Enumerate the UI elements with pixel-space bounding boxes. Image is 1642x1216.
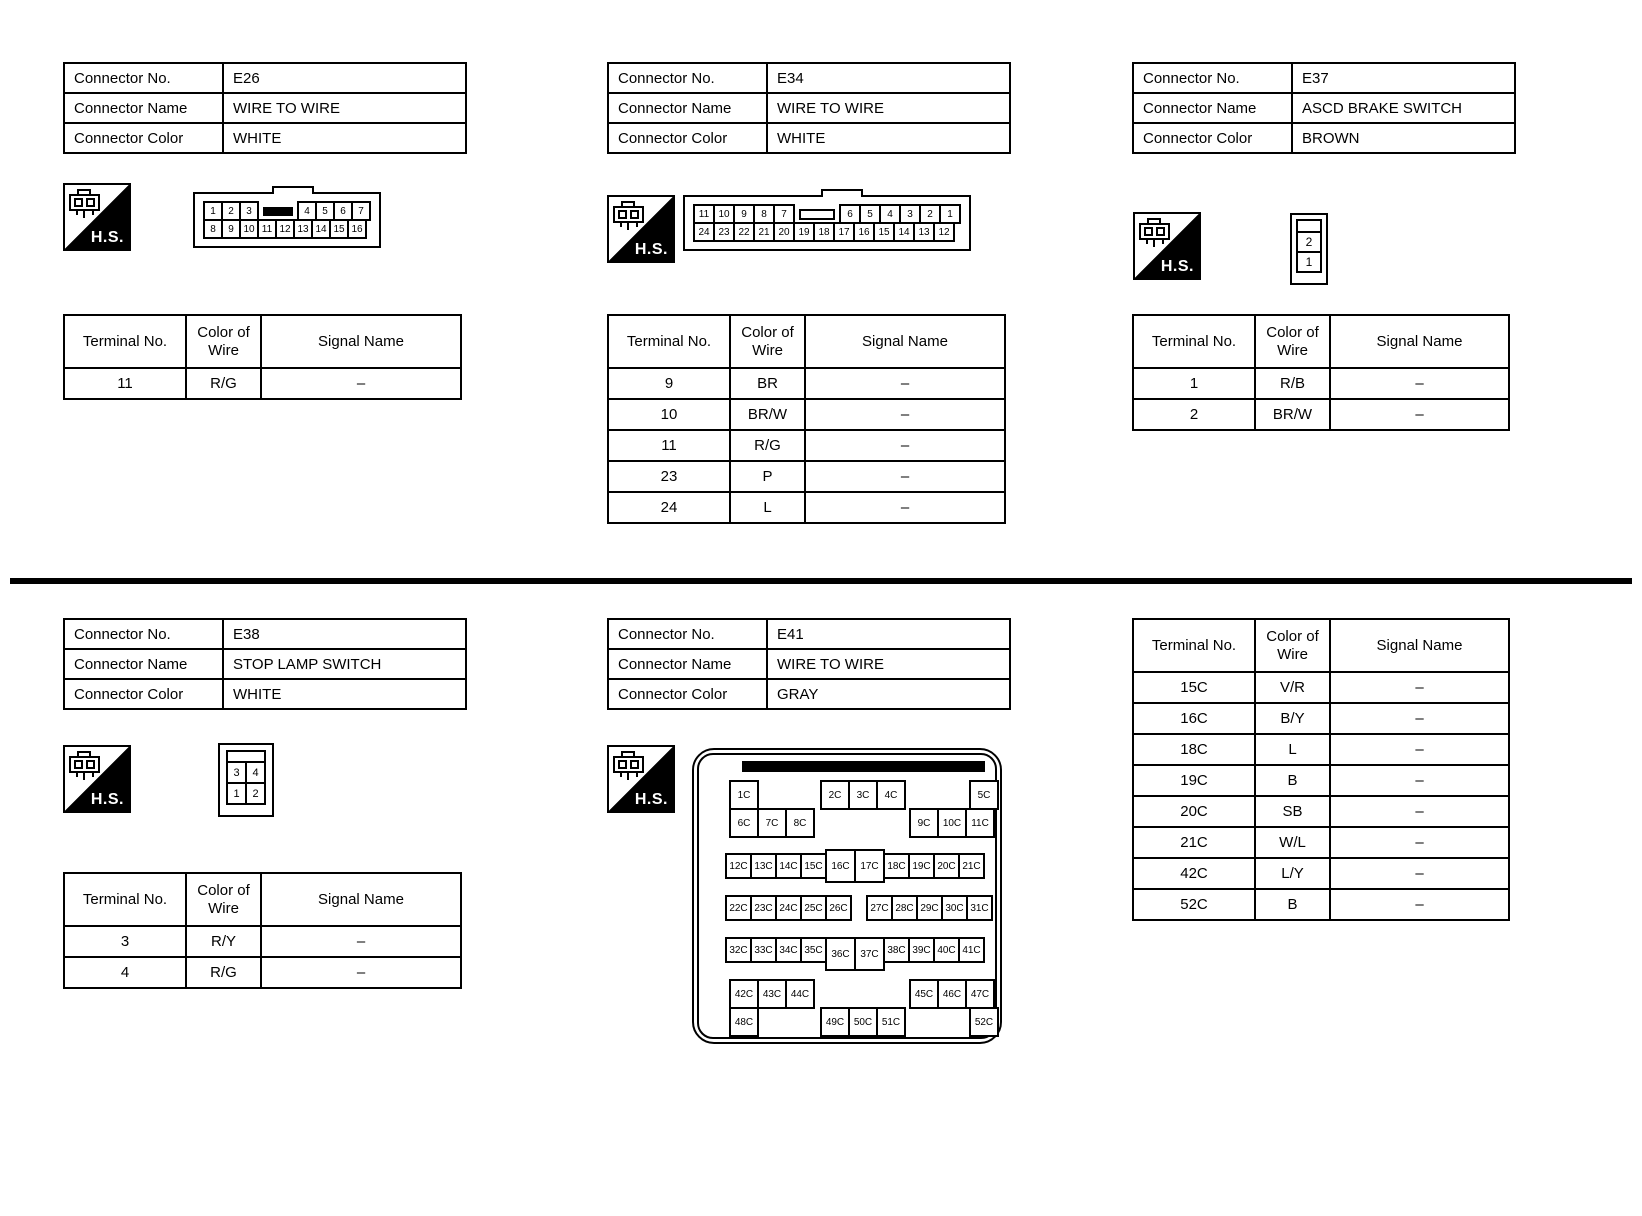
pin-cell: 9 [733,204,755,224]
table-row [608,492,1005,523]
pin-cell: 38C [883,937,910,963]
table-row [64,649,466,679]
pin-cell: 17C [854,849,885,883]
terminal-no: 42C [1133,858,1255,889]
pin-cell: 19 [793,222,815,242]
wire-color: P [730,461,805,492]
hs-label: H.S. [634,791,668,808]
pin-diagram-e37 [1290,213,1328,285]
table-row [64,619,466,649]
signal-name-header: Signal Name [1330,619,1509,672]
connector-no-label: Connector No. [608,63,767,93]
table-header-row [1133,619,1509,672]
connector-color-value: WHITE [223,123,466,153]
keyway-slot [799,209,835,220]
pin-cell: 14 [893,222,915,242]
pin-cell: 2 [919,204,941,224]
connector-no-value: E37 [1292,63,1515,93]
pin-cell: 18C [883,853,910,879]
connector-name-label: Connector Name [1133,93,1292,123]
wire-color: BR/W [1255,399,1330,430]
pin-row [693,222,961,242]
pin-cell: 4 [879,204,901,224]
pin-cell: 10C [937,808,967,838]
connector-color-label: Connector Color [608,123,767,153]
pin-cell: 19C [908,853,935,879]
terminal-table-e37 [1132,314,1510,431]
hs-label: H.S. [1160,258,1194,275]
pin-cell: 48C [729,1007,759,1037]
pin-cell: 3 [226,761,247,784]
pin-cell: 1 [939,204,961,224]
terminal-no: 18C [1133,734,1255,765]
wire-color: R/G [186,368,261,399]
pin-cell: 16 [347,219,367,239]
wire-color: W/L [1255,827,1330,858]
connector-name-value: WIRE TO WIRE [767,649,1010,679]
terminal-no-header: Terminal No. [64,873,186,926]
table-row [608,93,1010,123]
color-of-wire-header: Color of Wire [730,315,805,368]
pin-cell: 9C [909,808,939,838]
connector-color-value: GRAY [767,679,1010,709]
pin-cell: 11C [965,808,995,838]
pin-cell: 17 [833,222,855,242]
hs-label: H.S. [90,791,124,808]
signal-name: – [1330,889,1509,920]
pin-cell: 24C [775,895,802,921]
pin-cell: 30C [941,895,968,921]
table-row [1133,703,1509,734]
table-row [608,399,1005,430]
terminal-no: 19C [1133,765,1255,796]
pin-cell: 12C [725,853,752,879]
pin-cell: 3C [848,780,878,810]
pin-cell: 2 [245,782,266,805]
pin-cell: 15C [800,853,827,879]
connector-no-value: E26 [223,63,466,93]
connector-name-value: WIRE TO WIRE [223,93,466,123]
connector-color-label: Connector Color [64,123,223,153]
pin-cell: 2 [221,201,241,221]
connector-notch [272,186,314,194]
connector-notch [821,189,863,197]
connector-color-label: Connector Color [608,679,767,709]
pin-row [725,895,852,921]
keyway-gap [795,204,839,224]
pin-cell: 47C [965,979,995,1009]
pin-row [725,853,985,883]
wire-color: R/G [186,957,261,988]
color-of-wire-header: Color of Wire [1255,619,1330,672]
table-row [1133,734,1509,765]
pin-cell: 6C [729,808,759,838]
pin-row [969,1007,999,1037]
pin-cell: 29C [916,895,943,921]
terminal-no: 11 [608,430,730,461]
pin-cell: 3 [239,201,259,221]
signal-name: – [805,492,1005,523]
connector-no-label: Connector No. [64,619,223,649]
pin-cell: 22 [733,222,755,242]
pin-cell: 11 [257,219,277,239]
table-row [608,123,1010,153]
pin-cell: 2C [820,780,850,810]
table-row [64,368,461,399]
pin-row [729,808,815,838]
pin-cell: 36C [825,937,856,971]
pin-row [226,782,266,805]
signal-name: – [805,461,1005,492]
pin-cell: 23C [750,895,777,921]
pin-cell: 32C [725,937,752,963]
hs-icon [1133,212,1201,280]
connector-name-value: STOP LAMP SWITCH [223,649,466,679]
signal-name: – [1330,734,1509,765]
wire-color: BR [730,368,805,399]
terminal-no: 21C [1133,827,1255,858]
signal-name: – [1330,399,1509,430]
pin-cell: 15 [873,222,895,242]
signal-name: – [1330,796,1509,827]
terminal-no: 3 [64,926,186,957]
pin-cell: 8C [785,808,815,838]
pin-cell: 4C [876,780,906,810]
table-header-row [64,315,461,368]
signal-name: – [1330,703,1509,734]
terminal-table-e26 [63,314,462,400]
table-row [64,123,466,153]
pin-cell: 39C [908,937,935,963]
connector-no-label: Connector No. [64,63,223,93]
terminal-no: 2 [1133,399,1255,430]
pin-row [909,979,995,1009]
connector-no-label: Connector No. [608,619,767,649]
wire-color: R/G [730,430,805,461]
terminal-no: 24 [608,492,730,523]
terminal-no-header: Terminal No. [64,315,186,368]
pin-cell: 43C [757,979,787,1009]
color-of-wire-header: Color of Wire [186,873,261,926]
hs-connector-glyph [1137,216,1177,250]
pin-cell: 37C [854,937,885,971]
connector-no-value: E38 [223,619,466,649]
connector-name-label: Connector Name [608,649,767,679]
pin-row [693,204,961,224]
connector-info-table-e37 [1132,62,1516,154]
color-of-wire-header: Color of Wire [1255,315,1330,368]
table-row [1133,399,1509,430]
pin-cell: 21 [753,222,775,242]
pin-row [866,895,993,921]
pin-cell: 16 [853,222,875,242]
terminal-no: 23 [608,461,730,492]
pin-row [969,780,999,810]
table-row [1133,827,1509,858]
connector-color-label: Connector Color [64,679,223,709]
signal-name: – [805,399,1005,430]
pin-cell: 14 [311,219,331,239]
wire-color: B [1255,889,1330,920]
connector-no-value: E34 [767,63,1010,93]
signal-name: – [1330,672,1509,703]
table-row [1133,368,1509,399]
pin-cell: 20C [933,853,960,879]
terminal-no: 10 [608,399,730,430]
signal-name: – [1330,765,1509,796]
pin-cell: 4 [297,201,317,221]
pin-row [725,937,985,971]
keyway-gap [259,201,297,221]
pin-cell: 49C [820,1007,850,1037]
terminal-no: 11 [64,368,186,399]
pin-row [203,219,371,239]
connector-color-label: Connector Color [1133,123,1292,153]
pin-cell: 7 [773,204,795,224]
hs-connector-glyph [611,749,651,783]
pin-cell: 13 [293,219,313,239]
pin-cell: 52C [969,1007,999,1037]
terminal-no-header: Terminal No. [1133,619,1255,672]
table-row [608,461,1005,492]
pin-cell: 27C [866,895,893,921]
table-header-row [1133,315,1509,368]
connector-name-label: Connector Name [608,93,767,123]
pin-row [203,201,371,221]
connector-name-value: ASCD BRAKE SWITCH [1292,93,1515,123]
hs-icon [607,745,675,813]
pin-cell: 13C [750,853,777,879]
signal-name: – [1330,858,1509,889]
table-row [1133,889,1509,920]
table-header-row [608,315,1005,368]
pin-cell: 7 [351,201,371,221]
signal-name: – [261,368,461,399]
table-row [1133,796,1509,827]
table-row [608,430,1005,461]
hs-label: H.S. [634,241,668,258]
table-row [64,926,461,957]
wire-color: L [730,492,805,523]
signal-name: – [1330,827,1509,858]
table-row [1133,858,1509,889]
pin-cell: 22C [725,895,752,921]
pin-cell: 4 [245,761,266,784]
pin-cell: 2 [1296,231,1322,253]
connector-info-table-e41 [607,618,1011,710]
terminal-no: 15C [1133,672,1255,703]
connector-info-table-e26 [63,62,467,154]
pin-cell: 6 [839,204,861,224]
pin-cell: 10 [239,219,259,239]
terminal-no: 16C [1133,703,1255,734]
pin-cell: 15 [329,219,349,239]
pin-row [729,780,759,810]
pin-cell: 12 [933,222,955,242]
pin-row [226,761,266,784]
pin-row [729,979,815,1009]
pin-cell: 31C [966,895,993,921]
pin-diagram-e38 [218,743,274,817]
pin-cell: 1 [203,201,223,221]
pin-cell: 50C [848,1007,878,1037]
pin-cell: 13 [913,222,935,242]
table-header-row [64,873,461,926]
pin-cell: 46C [937,979,967,1009]
terminal-no: 1 [1133,368,1255,399]
table-row [1133,765,1509,796]
pin-diagram-e34 [683,195,971,251]
pin-cell: 14C [775,853,802,879]
table-row [1133,123,1515,153]
pin-cell: 41C [958,937,985,963]
pin-cell: 18 [813,222,835,242]
pin-cell: 24 [693,222,715,242]
connector-color-value: WHITE [767,123,1010,153]
connector-name-label: Connector Name [64,93,223,123]
table-row [608,619,1010,649]
connector-no-label: Connector No. [1133,63,1292,93]
wire-color: V/R [1255,672,1330,703]
pin-cell: 1 [1296,251,1322,273]
wire-color: SB [1255,796,1330,827]
table-row [64,679,466,709]
table-row [608,679,1010,709]
terminal-table-e38 [63,872,462,989]
pin-cell: 6 [333,201,353,221]
pin-cell: 42C [729,979,759,1009]
signal-name: – [261,926,461,957]
terminal-no-header: Terminal No. [608,315,730,368]
table-row [1133,63,1515,93]
pin-cell: 11 [693,204,715,224]
signal-name: – [261,957,461,988]
table-row [608,649,1010,679]
hs-connector-glyph [67,749,107,783]
terminal-table-e41 [1132,618,1510,921]
pin-cell: 9 [221,219,241,239]
connector-info-table-e38 [63,618,467,710]
pin-row [909,808,995,838]
pin-cell: 35C [800,937,827,963]
pin-cell: 40C [933,937,960,963]
connector-name-value: WIRE TO WIRE [767,93,1010,123]
terminal-no-header: Terminal No. [1133,315,1255,368]
keyway-bar [742,761,985,772]
pin-cell: 8 [753,204,775,224]
hs-icon [607,195,675,263]
connector-color-value: WHITE [223,679,466,709]
signal-name: – [805,430,1005,461]
pin-cell: 25C [800,895,827,921]
terminal-table-e34 [607,314,1006,524]
pin-diagram-e41 [692,748,1002,1044]
pin-cell: 3 [899,204,921,224]
pin-cell: 45C [909,979,939,1009]
pin-cell: 5 [859,204,881,224]
connector-color-value: BROWN [1292,123,1515,153]
hs-connector-glyph [67,187,107,221]
color-of-wire-header: Color of Wire [186,315,261,368]
pin-cell: 26C [825,895,852,921]
wire-color: L/Y [1255,858,1330,889]
pin-cell: 20 [773,222,795,242]
hs-icon [63,745,131,813]
hs-icon [63,183,131,251]
table-row [608,63,1010,93]
pin-cell: 23 [713,222,735,242]
signal-name-header: Signal Name [261,315,461,368]
pin-cell: 21C [958,853,985,879]
pin-row [820,780,906,810]
signal-name-header: Signal Name [1330,315,1509,368]
table-row [1133,672,1509,703]
hs-connector-glyph [611,199,651,233]
pin-cell: 28C [891,895,918,921]
wire-color: L [1255,734,1330,765]
signal-name-header: Signal Name [261,873,461,926]
pin-cell: 16C [825,849,856,883]
signal-name: – [1330,368,1509,399]
pin-cell: 12 [275,219,295,239]
pin-diagram-e41-inner [697,753,997,1039]
pin-cell: 1C [729,780,759,810]
hs-label: H.S. [90,229,124,246]
connector-name-label: Connector Name [64,649,223,679]
pin-cell: 10 [713,204,735,224]
wire-color: B [1255,765,1330,796]
signal-name-header: Signal Name [805,315,1005,368]
pin-cell: 44C [785,979,815,1009]
terminal-no: 52C [1133,889,1255,920]
pin-row [729,1007,759,1037]
table-row [1133,93,1515,123]
pin-cell: 7C [757,808,787,838]
pin-cell: 1 [226,782,247,805]
section-divider [10,578,1632,584]
connector-no-value: E41 [767,619,1010,649]
signal-name: – [805,368,1005,399]
table-row [64,63,466,93]
terminal-no: 9 [608,368,730,399]
pin-diagram-e26 [193,192,381,248]
terminal-no: 4 [64,957,186,988]
connector-info-table-e34 [607,62,1011,154]
pin-cell: 33C [750,937,777,963]
table-row [64,957,461,988]
wire-color: R/Y [186,926,261,957]
pin-cell: 51C [876,1007,906,1037]
terminal-no: 20C [1133,796,1255,827]
keyway-bar [263,207,293,216]
pin-cell: 8 [203,219,223,239]
wire-color: BR/W [730,399,805,430]
pin-row [820,1007,906,1037]
table-row [608,368,1005,399]
wire-color: R/B [1255,368,1330,399]
wire-color: B/Y [1255,703,1330,734]
pin-cell: 5 [315,201,335,221]
pin-cell: 5C [969,780,999,810]
table-row [64,93,466,123]
pin-cell: 34C [775,937,802,963]
